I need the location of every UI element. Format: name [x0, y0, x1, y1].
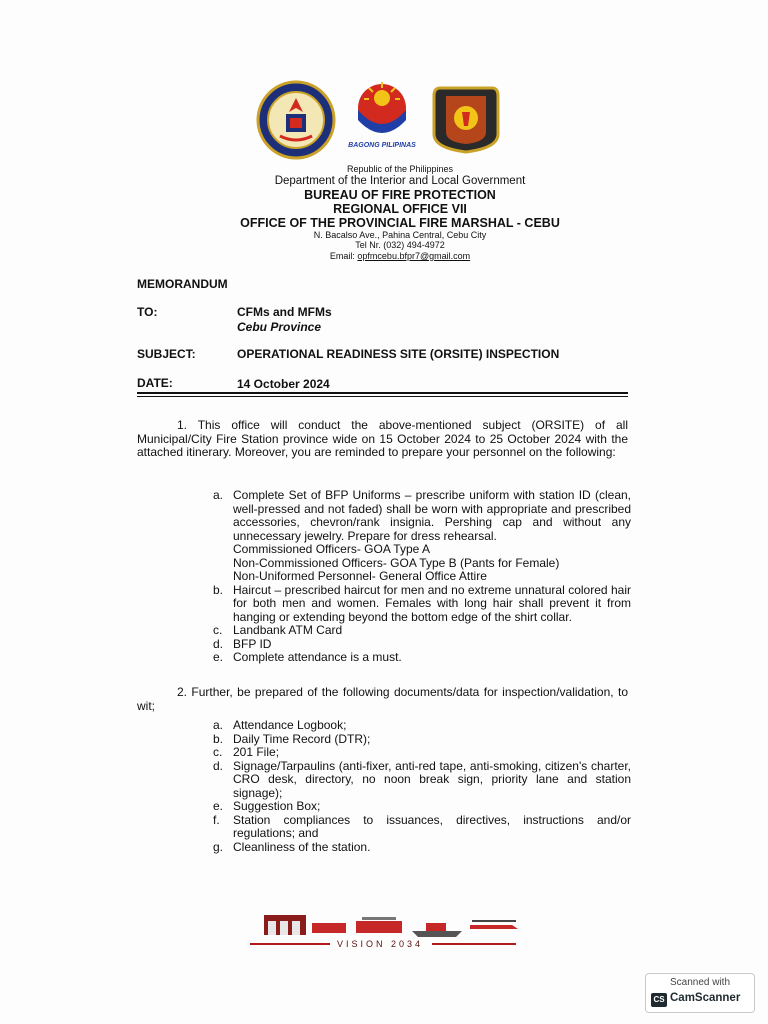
- list-item-text: Cleanliness of the station.: [233, 839, 371, 854]
- email-label: Email:: [329, 251, 355, 261]
- list-marker: c.: [213, 745, 223, 759]
- paragraph-1: 1. This office will conduct the above-mentioned subject (ORSITE) of all Municipal/City Fire Station province wide on 15 October 2024 to 25 October 2024 with the attached itinerary. Moreover, you are reminded to prepare your personnel on the following:: [137, 418, 628, 459]
- sub-item: Commissioned Officers- GOA Type A: [233, 542, 430, 556]
- list-item-text: Attendance Logbook;: [233, 718, 347, 732]
- header-divider-thin: [137, 396, 628, 397]
- list-marker: c.: [213, 623, 223, 637]
- bagong-pilipinas-logo-icon: [347, 80, 417, 149]
- list-marker: e.: [213, 799, 224, 813]
- list-item: [211, 489, 631, 584]
- list-item: [211, 584, 631, 625]
- department-line: Department of the Interior and Local Government: [274, 175, 526, 187]
- requirements-list: [211, 489, 631, 665]
- list-item: [211, 651, 631, 665]
- bureau-line: BUREAU OF FIRE PROTECTION: [304, 188, 496, 202]
- list-marker: a.: [213, 488, 224, 502]
- sub-item: Non-Uniformed Personnel- General Office Attire: [233, 569, 487, 583]
- list-item-text: Station compliances to issuances, directives, instructions and/or regulations; and: [233, 812, 631, 840]
- cebu-fire-badge-icon: [432, 82, 500, 154]
- camscanner-watermark: [645, 973, 755, 1013]
- list-marker: d.: [213, 636, 224, 651]
- list-item: [211, 841, 631, 855]
- subject-text: OPERATIONAL READINESS SITE (ORSITE) INSPECTION: [237, 347, 560, 361]
- list-item: [211, 733, 631, 747]
- camscanner-brand: CamScanner: [670, 992, 741, 1004]
- email-link[interactable]: opfmcebu.bfpr7@gmail.com: [357, 251, 471, 261]
- paragraph-2: 2. Further, be prepared of the following documents/data for inspection/validation, to wit;: [137, 685, 628, 713]
- list-item-text: Signage/Tarpaulins (anti-fixer, anti-red tape, anti-smoking, citizen's charter, CRO desk, directory, no noon break sign, priority lane and station signage);: [233, 758, 631, 800]
- republic-line: Republic of the Philippines: [346, 164, 454, 174]
- vision-2034-text: VISION 2034: [336, 939, 424, 949]
- list-item-text: Daily Time Record (DTR);: [233, 731, 371, 746]
- list-marker: e.: [213, 650, 224, 664]
- address-line: N. Bacalso Ave., Pahina Central, Cebu City: [313, 230, 487, 240]
- list-marker: b.: [213, 582, 224, 597]
- list-item-text: Landbank ATM Card: [233, 623, 343, 637]
- list-item: [211, 624, 631, 638]
- list-item: [211, 800, 631, 814]
- region-line: REGIONAL OFFICE VII: [333, 202, 467, 216]
- list-marker: g.: [213, 839, 224, 854]
- documents-list: [211, 719, 631, 854]
- list-item-text: Haircut – prescribed haircut for men and no extreme unnatural colored hair for both men and women. Females with long hair shall prevent it from hanging or extending beyond the bottom edge of the shirt collar.: [233, 582, 631, 624]
- tel-line: Tel Nr. (032) 494-4972: [355, 240, 445, 250]
- list-marker: f.: [213, 812, 220, 827]
- date-label: DATE:: [137, 376, 173, 390]
- email-line: [170, 251, 630, 261]
- list-item-text: 201 File;: [233, 745, 280, 759]
- list-item-text: Complete attendance is a must.: [233, 650, 402, 664]
- fire-fleet-illustration-icon: [262, 911, 522, 942]
- list-item-text: Suggestion Box;: [233, 799, 321, 813]
- to-province: Cebu Province: [237, 320, 322, 334]
- list-marker: d.: [213, 758, 224, 773]
- sub-item: Non-Commissioned Officers- GOA Type B (Pants for Female): [233, 555, 560, 570]
- date-text: 14 October 2024: [237, 377, 330, 391]
- office-line: OFFICE OF THE PROVINCIAL FIRE MARSHAL - CEBU: [240, 216, 560, 230]
- subject-label: SUBJECT:: [137, 347, 196, 361]
- memorandum-title: MEMORANDUM: [137, 277, 228, 291]
- list-item: [211, 746, 631, 760]
- list-item: [211, 814, 631, 841]
- bfp-seal-icon: [256, 80, 336, 160]
- to-label: TO:: [137, 305, 158, 319]
- list-item-text: Complete Set of BFP Uniforms – prescribe uniform with station ID (clean, well-pressed and not faded) shall be worn with appropriate and prescribed accessories, chevron/rank insignia. Pershing cap and without any unnecessary jewelry. Prepare for dress rehearsal.: [233, 488, 631, 543]
- camscanner-logo-icon: CS: [651, 993, 667, 1007]
- list-item: [211, 760, 631, 801]
- to-recipients: CFMs and MFMs: [237, 305, 332, 319]
- letterhead: [170, 164, 630, 264]
- bagong-pilipinas-caption: BAGONG PILIPINAS: [348, 142, 416, 149]
- list-marker: a.: [213, 718, 224, 732]
- scanned-with-text: Scanned with: [669, 977, 731, 988]
- list-item-text: BFP ID: [233, 636, 272, 651]
- header-divider: [137, 392, 628, 394]
- list-item: [211, 638, 631, 652]
- list-item: [211, 719, 631, 733]
- list-marker: b.: [213, 731, 224, 746]
